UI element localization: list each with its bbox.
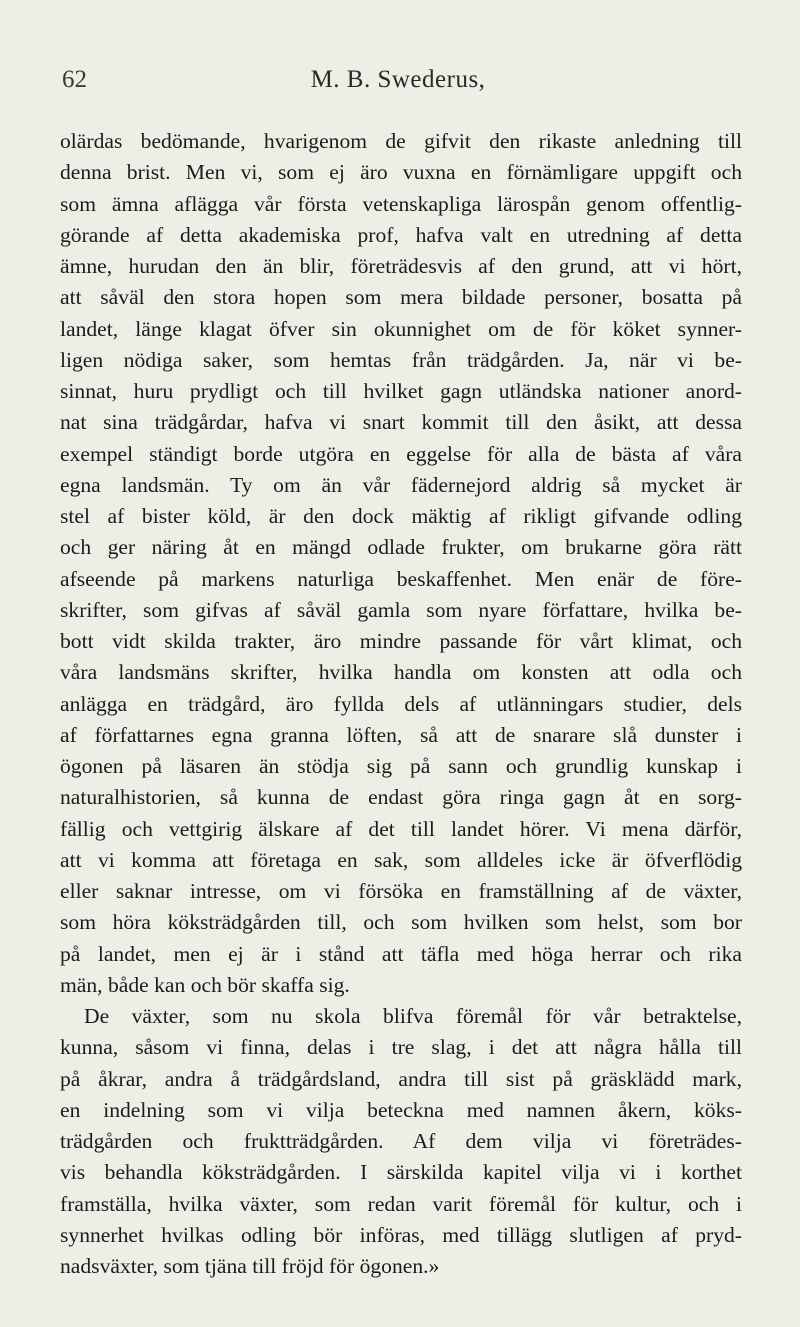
text-line: framställa, hvilka växter, som redan varit föremål för kultur, och i: [60, 1191, 742, 1216]
text-line: anlägga en trädgård, äro fyllda dels af utlänningars studier, dels: [60, 691, 742, 716]
text-line: nadsväxter, som tjäna till fröjd för ögonen.»: [60, 1254, 440, 1278]
text-line: att såväl den stora hopen som mera bildade personer, bosatta på: [60, 285, 742, 310]
text-line: af författarnes egna granna löften, så att de snarare slå dunster i: [60, 722, 742, 747]
text-line: vis behandla köksträdgården. I särskilda kapitel vilja vi i korthet: [60, 1160, 742, 1185]
page-header: [50, 66, 746, 106]
text-line: sinnat, huru prydligt och till hvilket gagn utländska nationer anord-: [60, 379, 742, 403]
text-line: olärdas bedömande, hvarigenom de gifvit den rikaste anledning till: [60, 129, 742, 153]
text-line: nat sina trädgårdar, hafva vi snart kommit till den åsikt, att dessa: [60, 410, 742, 435]
text-line: görande af detta akademiska prof, hafva valt en utredning af detta: [60, 222, 742, 247]
text-line: skrifter, som gifvas af såväl gamla som nyare författare, hvilka be-: [60, 597, 742, 622]
text-line: ögonen på läsaren än stödja sig på sann och grundlig kunskap i: [60, 754, 742, 778]
text-line: och ger näring åt en mängd odlade frukter, om brukarne göra rätt: [60, 535, 742, 560]
text-line: trädgården och fruktträdgården. Af dem vilja vi företrädes-: [60, 1129, 742, 1153]
text-line: landet, länge klagat öfver sin okunnighet om de för köket synner-: [60, 316, 742, 341]
text-line: som ämna aflägga vår första vetenskapliga lärospån genom offentlig-: [60, 191, 742, 216]
text-line: stel af bister köld, är den dock mäktig af rikligt gifvande odling: [60, 504, 742, 528]
text-line: ämne, hurudan den än blir, företrädesvis af den grund, att vi hört,: [60, 254, 742, 278]
page-number: 62: [62, 66, 87, 93]
text-line: De växter, som nu skola blifva föremål för vår betraktelse,: [84, 1004, 742, 1028]
text-line: exempel ständigt borde utgöra en eggelse för alla de bästa af våra: [60, 441, 742, 466]
text-line: bott vidt skilda trakter, äro mindre passande för vårt klimat, och: [60, 629, 742, 653]
text-line: på åkrar, andra å trädgårdsland, andra till sist på gräsklädd mark,: [60, 1066, 742, 1091]
text-line: egna landsmän. Ty om än vår fädernejord aldrig så mycket är: [60, 472, 742, 497]
text-line: på landet, men ej är i stånd att täfla med höga herrar och rika: [60, 941, 742, 966]
text-line: våra landsmäns skrifter, hvilka handla om konsten att odla och: [60, 660, 742, 685]
text-line: synnerhet hvilkas odling bör införas, med tillägg slutligen af pryd-: [60, 1222, 742, 1247]
text-line: kunna, såsom vi finna, delas i tre slag, i det att några hålla till: [60, 1035, 742, 1060]
running-head: M. B. Swederus,: [310, 66, 486, 93]
text-line: en indelning som vi vilja beteckna med namnen åkern, köks-: [60, 1097, 742, 1122]
text-line: ligen nödiga saker, som hemtas från trädgården. Ja, när vi be-: [60, 347, 742, 372]
body-text: [60, 126, 742, 1282]
text-line: naturalhistorien, så kunna de endast göra ringa gagn åt en sorg-: [60, 785, 742, 810]
text-line: fällig och vettgirig älskare af det till landet hörer. Vi mena därför,: [60, 816, 742, 841]
text-line: afseende på markens naturliga beskaffenhet. Men enär de före-: [60, 566, 742, 591]
text-line: som höra köksträdgården till, och som hvilken som helst, som bor: [60, 910, 742, 935]
text-line: att vi komma att företaga en sak, som alldeles icke är öfverflödig: [60, 847, 742, 872]
text-line: eller saknar intresse, om vi försöka en framställning af de växter,: [60, 879, 742, 903]
text-line: män, både kan och bör skaffa sig.: [60, 972, 350, 997]
text-line: denna brist. Men vi, som ej äro vuxna en förnämligare uppgift och: [60, 160, 742, 185]
